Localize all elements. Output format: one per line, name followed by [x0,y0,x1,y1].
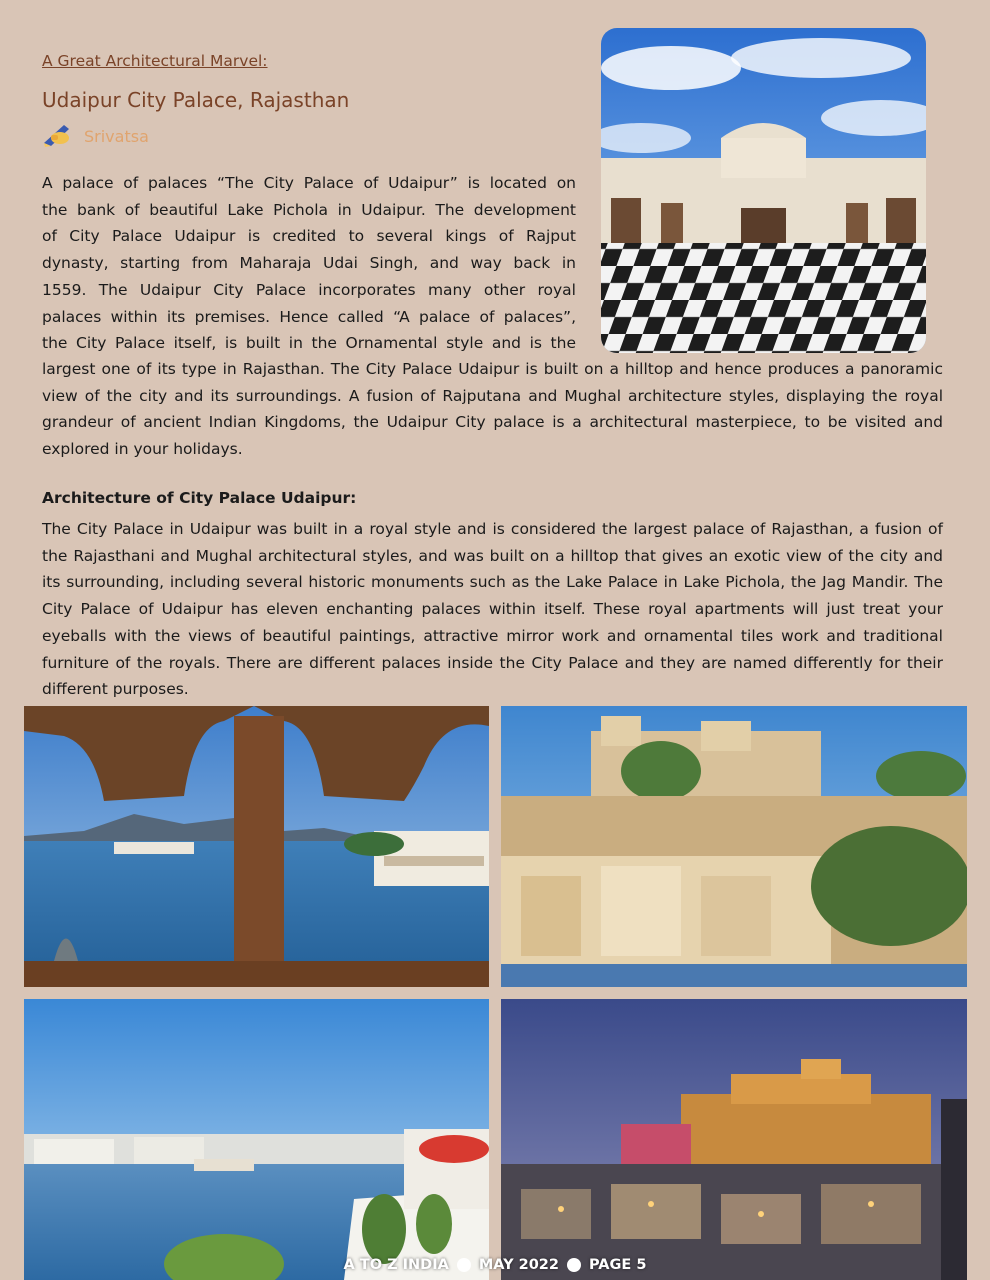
intro-line: 1559. The Udaipur City Palace incorporates many other royal [42,280,576,299]
intro-line: the City Palace itself, is built in the Ornamental style and is the [42,334,576,353]
photo-lake-window [24,706,489,987]
article-kicker: A Great Architectural Marvel: [42,52,268,70]
intro-line: A palace of palaces “The City Palace of Udaipur” is located on [42,174,576,192]
footer-page-number: PAGE 5 [588,1257,647,1273]
section-body: The City Palace in Udaipur was built in a royal style and is considered the largest palace of Rajasthan, a fusion of the Rajasthani and Mughal architectural styles, and was built on a hilltop that gives an exotic view of the city and its surrounding, including several historic monuments such as the Lake Palace in Lake Pichola, the Jag Mandir. The City Palace of Udaipur has eleven enchanting palaces within itself. These royal apartments will just treat your eyeballs with the views of beautiful paintings, attractive mirror work and ornamental tiles work and traditional furniture of the royals. There are different palaces inside the City Palace and they are named differently for their different purposes. [42,520,943,699]
article-title: Udaipur City Palace, Rajasthan [42,88,350,112]
hero-photo-courtyard [601,28,926,353]
footer-publication: A TO Z INDIA [343,1257,449,1273]
photo-lakefront-terrace [24,999,489,1280]
section-heading: Architecture of City Palace Udaipur: [42,489,357,507]
intro-line: of City Palace Udaipur is credited to several kings of Rajput [42,227,576,246]
footer-separator-dot [457,1258,471,1272]
intro-line: palaces within its premises. Hence called “A palace of palaces”, [42,307,576,326]
photo-palace-hilltop [501,706,967,987]
footer-separator-dot [567,1258,581,1272]
intro-line: dynasty, starting from Maharaja Udai Singh, and way back in [42,254,576,273]
photo-palace-dusk [501,999,967,1280]
writing-hand-icon [42,121,74,151]
intro-paragraph-continued: largest one of its type in Rajasthan. The City Palace Udaipur is built on a hilltop and hence produces a panoramic view of the city and its surroundings. A fusion of Rajputana and Mughal architecture styles, displaying the royal grandeur of ancient Indian Kingdoms, the Udaipur City palace is a architectural masterpiece, to be visited and explored in your holidays. [42,360,943,459]
author-byline [42,122,149,150]
footer-issue: MAY 2022 [478,1257,559,1273]
intro-line: the bank of beautiful Lake Pichola in Udaipur. The development [42,200,576,219]
author-name: Srivatsa [84,126,149,146]
intro-paragraph-wrapped [42,170,576,357]
page-footer [0,1253,990,1277]
